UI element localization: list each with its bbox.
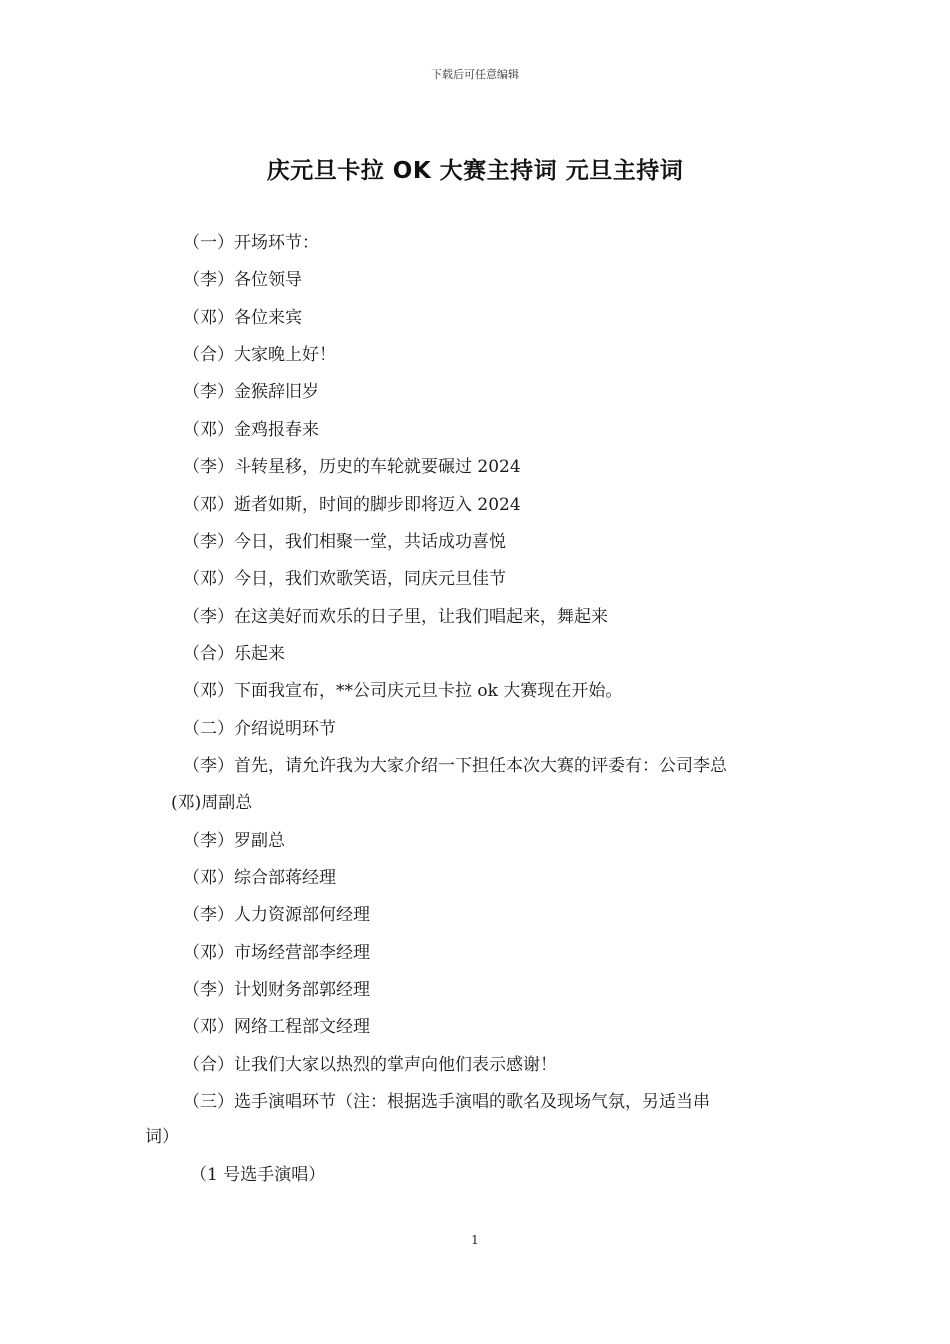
script-line: （邓）综合部蒋经理 (183, 868, 336, 888)
script-line: （1 号选手演唱） (190, 1165, 326, 1185)
script-line: （李）在这美好而欢乐的日子里，让我们唱起来，舞起来 (183, 607, 608, 627)
script-line: （李）计划财务部郭经理 (183, 980, 370, 1000)
script-line: （邓）各位来宾 (183, 308, 302, 328)
script-line: （李）金猴辞旧岁 (183, 382, 319, 402)
section-heading: （三）选手演唱环节（注：根据选手演唱的歌名及现场气氛，另适当串 (183, 1092, 710, 1112)
script-line: （李）首先，请允许我为大家介绍一下担任本次大赛的评委有：公司李总 (183, 756, 727, 776)
page-number: 1 (471, 1233, 479, 1247)
script-line: （一）开场环节： (183, 233, 319, 253)
script-line: （合）让我们大家以热烈的掌声向他们表示感谢！ (183, 1055, 557, 1075)
script-line: （邓）下面我宣布，**公司庆元旦卡拉 ok 大赛现在开始。 (183, 681, 623, 701)
section-heading: （二）介绍说明环节 (183, 719, 336, 739)
script-line: （邓）市场经营部李经理 (183, 943, 370, 963)
script-line-continuation: 词） (145, 1127, 179, 1147)
script-line: （邓）金鸡报春来 (183, 420, 319, 440)
script-line: (邓)周副总 (171, 793, 253, 813)
script-line: （合）乐起来 (183, 644, 285, 664)
document-title: 庆元旦卡拉 OK 大赛主持词 元旦主持词 (266, 158, 684, 184)
script-line: （李）人力资源部何经理 (183, 905, 370, 925)
script-line: （李）斗转星移，历史的车轮就要碾过 2024 (183, 457, 521, 477)
script-line: （李）今日，我们相聚一堂，共话成功喜悦 (183, 532, 506, 552)
script-line: （邓）今日，我们欢歌笑语，同庆元旦佳节 (183, 569, 506, 589)
script-line: （李）各位领导 (183, 270, 302, 290)
script-line: （合）大家晚上好！ (183, 345, 336, 365)
script-line: （李）罗副总 (183, 831, 285, 851)
page-header-note: 下载后可任意编辑 (431, 68, 519, 81)
script-line: （邓）逝者如斯，时间的脚步即将迈入 2024 (183, 495, 521, 515)
script-line: （邓）网络工程部文经理 (183, 1017, 370, 1037)
